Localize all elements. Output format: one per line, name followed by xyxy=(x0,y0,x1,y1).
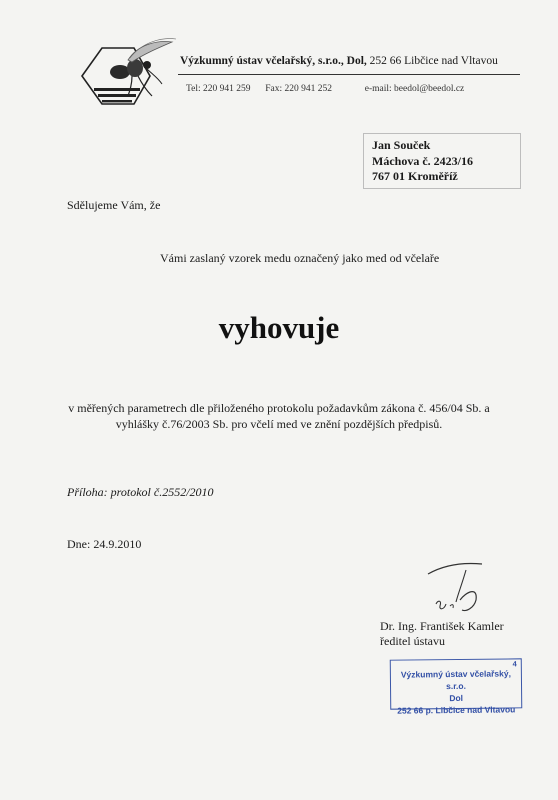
stamp-line-1: Výzkumný ústav včelařský, s.r.o. xyxy=(400,668,511,692)
institute-name: Výzkumný ústav včelařský, s.r.o., Dol, xyxy=(180,55,367,67)
stamp-number: 4 xyxy=(512,659,517,669)
institute-logo xyxy=(80,38,180,114)
signer-name: Dr. Ing. František Kamler xyxy=(380,619,504,633)
salutation: Sdělujeme Vám, že xyxy=(67,198,161,212)
signer-title: ředitel ústavu xyxy=(380,634,445,648)
contact-line xyxy=(186,84,464,94)
fax-number: Fax: 220 941 252 xyxy=(265,84,333,94)
body-line-2: vyhlášky č.76/2003 Sb. pro včelí med ve znění pozdějších předpisů. xyxy=(115,416,443,431)
institute-header xyxy=(180,55,498,67)
phone-number: Tel: 220 941 259 xyxy=(186,84,251,94)
letter-date: Dne: 24.9.2010 xyxy=(67,537,142,551)
signer-block xyxy=(380,619,504,649)
stamp-line-2: Dol xyxy=(449,692,464,704)
recipient-name: Jan Souček xyxy=(372,138,431,152)
recipient-address xyxy=(372,138,473,185)
intro-text: Vámi zaslaný vzorek medu označený jako med od včelaře xyxy=(160,251,440,265)
email-address: e-mail: beedol@beedol.cz xyxy=(364,84,465,94)
body-paragraph xyxy=(0,401,558,432)
verdict-heading: vyhovuje xyxy=(218,310,340,345)
body-line-1: v měřených parametrech dle přiloženého protokolu požadavkům zákona č. 456/04 Sb. a xyxy=(68,401,490,415)
stamp-line-3: 252 66 p. Libčice nad Vltavou xyxy=(397,704,516,716)
handwritten-signature xyxy=(420,560,500,616)
recipient-street: Máchova č. 2423/16 xyxy=(372,153,473,168)
institute-stamp xyxy=(390,658,523,716)
attachment-note: Příloha: protokol č.2552/2010 xyxy=(67,485,214,499)
institute-address: 252 66 Libčice nad Vltavou xyxy=(369,55,498,67)
recipient-city: 767 01 Kroměříž xyxy=(372,169,458,183)
header-divider xyxy=(178,74,520,75)
